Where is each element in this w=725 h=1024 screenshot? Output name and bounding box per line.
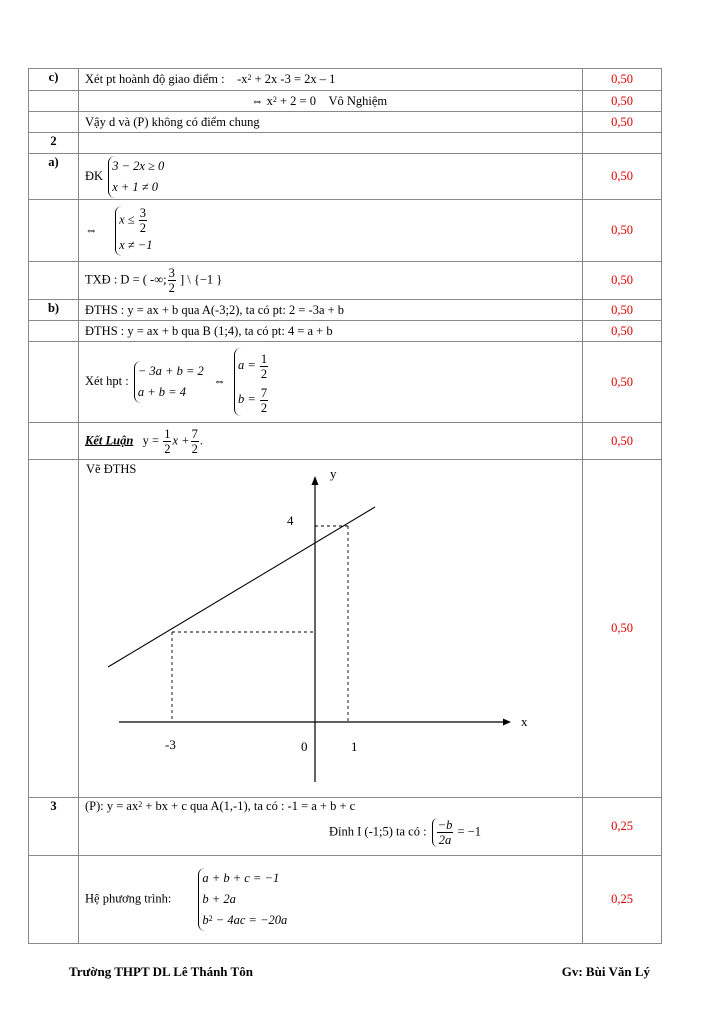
score: 0,50 bbox=[583, 154, 662, 200]
item-label: 3 bbox=[29, 798, 79, 856]
exponent: 2 bbox=[138, 800, 143, 809]
condition-line: x ≠ −1 bbox=[119, 237, 153, 252]
table-row bbox=[29, 856, 662, 944]
function-graph bbox=[79, 460, 559, 797]
table-row bbox=[29, 798, 662, 856]
system-prefix: Xét hpt : bbox=[85, 373, 129, 388]
x-axis-arrow-icon bbox=[503, 719, 511, 726]
result-note: Vô Nghiệm bbox=[328, 93, 388, 108]
row-text: ĐTHS : y = ax + b qua A(-3;2), ta có pt: 2 = -3a + b bbox=[79, 300, 583, 321]
system-line-rest: − 4ac = −20a bbox=[212, 913, 288, 927]
score: 0,25 bbox=[583, 856, 662, 944]
item-label: b) bbox=[29, 300, 79, 321]
item-label: c) bbox=[29, 69, 79, 91]
system-line: − 3a + b = 2 bbox=[137, 364, 204, 378]
row-text: Vậy d và (P) không có điểm chung bbox=[79, 112, 583, 133]
domain-text: TXĐ : D = ( -∞; bbox=[85, 272, 167, 287]
fraction: $\frac{3}{2}$ bbox=[139, 205, 147, 235]
table-row bbox=[29, 154, 662, 200]
condition-prefix: ĐK bbox=[85, 168, 104, 183]
function-line bbox=[108, 507, 375, 667]
fraction: $\frac{7}{2}$ bbox=[260, 385, 268, 415]
system-brace bbox=[108, 156, 164, 198]
tick-label: 1 bbox=[351, 739, 358, 754]
system-prefix: Hệ phương trình: bbox=[85, 891, 172, 906]
table-row bbox=[29, 460, 662, 798]
x-axis-label: x bbox=[521, 714, 528, 729]
fraction: $\frac{1}{2}$ bbox=[260, 351, 268, 381]
system-line: a + b = 4 bbox=[137, 385, 186, 399]
vertex-brace: $\frac{-b}{2a}$ = −1 bbox=[432, 818, 481, 847]
table-row bbox=[29, 112, 662, 133]
system-brace bbox=[115, 206, 152, 256]
equation-rest: + 2x -3 = 2x – 1 bbox=[251, 72, 336, 86]
score: 0,50 bbox=[583, 91, 662, 112]
equivalence-arrow: ⇔ bbox=[85, 222, 98, 237]
table-row bbox=[29, 91, 662, 112]
row-text: ĐTHS : y = ax + b qua B (1;4), ta có pt: 4 = a + b bbox=[79, 321, 583, 342]
tick-label: 4 bbox=[287, 513, 294, 528]
footer-teacher: Gv: Bùi Văn Lý bbox=[561, 964, 650, 979]
tick-label: -3 bbox=[165, 737, 176, 752]
condition-line: x ≤ bbox=[119, 211, 135, 226]
score: 0,50 bbox=[583, 460, 662, 798]
exponent: 2 bbox=[272, 94, 277, 104]
system-brace bbox=[198, 868, 287, 931]
table-row bbox=[29, 200, 662, 262]
equation: ⇔ x bbox=[251, 93, 273, 108]
vertex-text: Đỉnh I (-1;5) ta có : bbox=[329, 824, 427, 839]
condition-line: 3 − 2x ≥ 0 bbox=[112, 158, 165, 173]
table-row bbox=[29, 262, 662, 300]
solution-brace: a = $\frac{1}{2}$ b = $\frac{7}{2}$ bbox=[234, 348, 269, 416]
exponent: 2 bbox=[247, 73, 252, 82]
fraction: $\frac{-b}{2a}$ bbox=[437, 818, 453, 847]
fraction: $\frac{3}{2}$ bbox=[168, 266, 175, 295]
item-label: a) bbox=[29, 154, 79, 200]
score: 0,50 bbox=[583, 321, 662, 342]
score: 0,25 bbox=[583, 798, 662, 856]
parabola-text-rest: + bx + c qua A(1,-1), ta có : -1 = a + b + c bbox=[142, 799, 356, 813]
score: 0,50 bbox=[583, 423, 662, 460]
system-brace bbox=[134, 361, 204, 403]
graph-title: Vẽ ĐTHS bbox=[86, 462, 137, 476]
tick-label: 0 bbox=[301, 739, 308, 754]
y-axis-arrow-icon bbox=[312, 476, 319, 485]
row-text: Xét pt hoành độ giao điểm : bbox=[85, 72, 225, 86]
system-line: b + 2a bbox=[202, 892, 236, 906]
domain-text-rest: ] \ {−1 } bbox=[176, 272, 223, 287]
equation: -x bbox=[237, 72, 248, 86]
score: 0,50 bbox=[583, 300, 662, 321]
footer-school: Trường THPT DL Lê Thánh Tôn bbox=[69, 964, 253, 979]
system-line: a + b + c = −1 bbox=[202, 871, 280, 885]
y-axis-label: y bbox=[330, 466, 337, 481]
score: 0,50 bbox=[583, 342, 662, 423]
condition-line: x + 1 ≠ 0 bbox=[112, 179, 159, 194]
table-row bbox=[29, 300, 662, 321]
score: 0,50 bbox=[583, 69, 662, 91]
table-row bbox=[29, 321, 662, 342]
conclusion-title: Kết Luận bbox=[85, 432, 134, 447]
exponent: 2 bbox=[208, 914, 213, 923]
fraction: $\frac{1}{2}$ bbox=[164, 426, 171, 456]
parabola-text: (P): y = ax bbox=[85, 799, 139, 813]
table-row: Kết Luận y = $\frac{1}{2}$ x + $\frac{7}{2}$ . 0,50 bbox=[29, 423, 662, 460]
system-line: b bbox=[202, 913, 209, 927]
fraction: $\frac{7}{2}$ bbox=[191, 426, 198, 456]
equation-rest: + 2 = 0 bbox=[276, 93, 316, 108]
table-row bbox=[29, 69, 662, 91]
answer-table bbox=[28, 68, 662, 944]
score: 0,50 bbox=[583, 200, 662, 262]
score: 0,50 bbox=[583, 112, 662, 133]
table-row bbox=[29, 342, 662, 423]
score: 0,50 bbox=[583, 262, 662, 300]
item-label: 2 bbox=[29, 133, 79, 154]
function-eq: y = bbox=[142, 432, 160, 447]
equivalence-arrow: ⇔ bbox=[213, 373, 226, 388]
table-row bbox=[29, 133, 662, 154]
